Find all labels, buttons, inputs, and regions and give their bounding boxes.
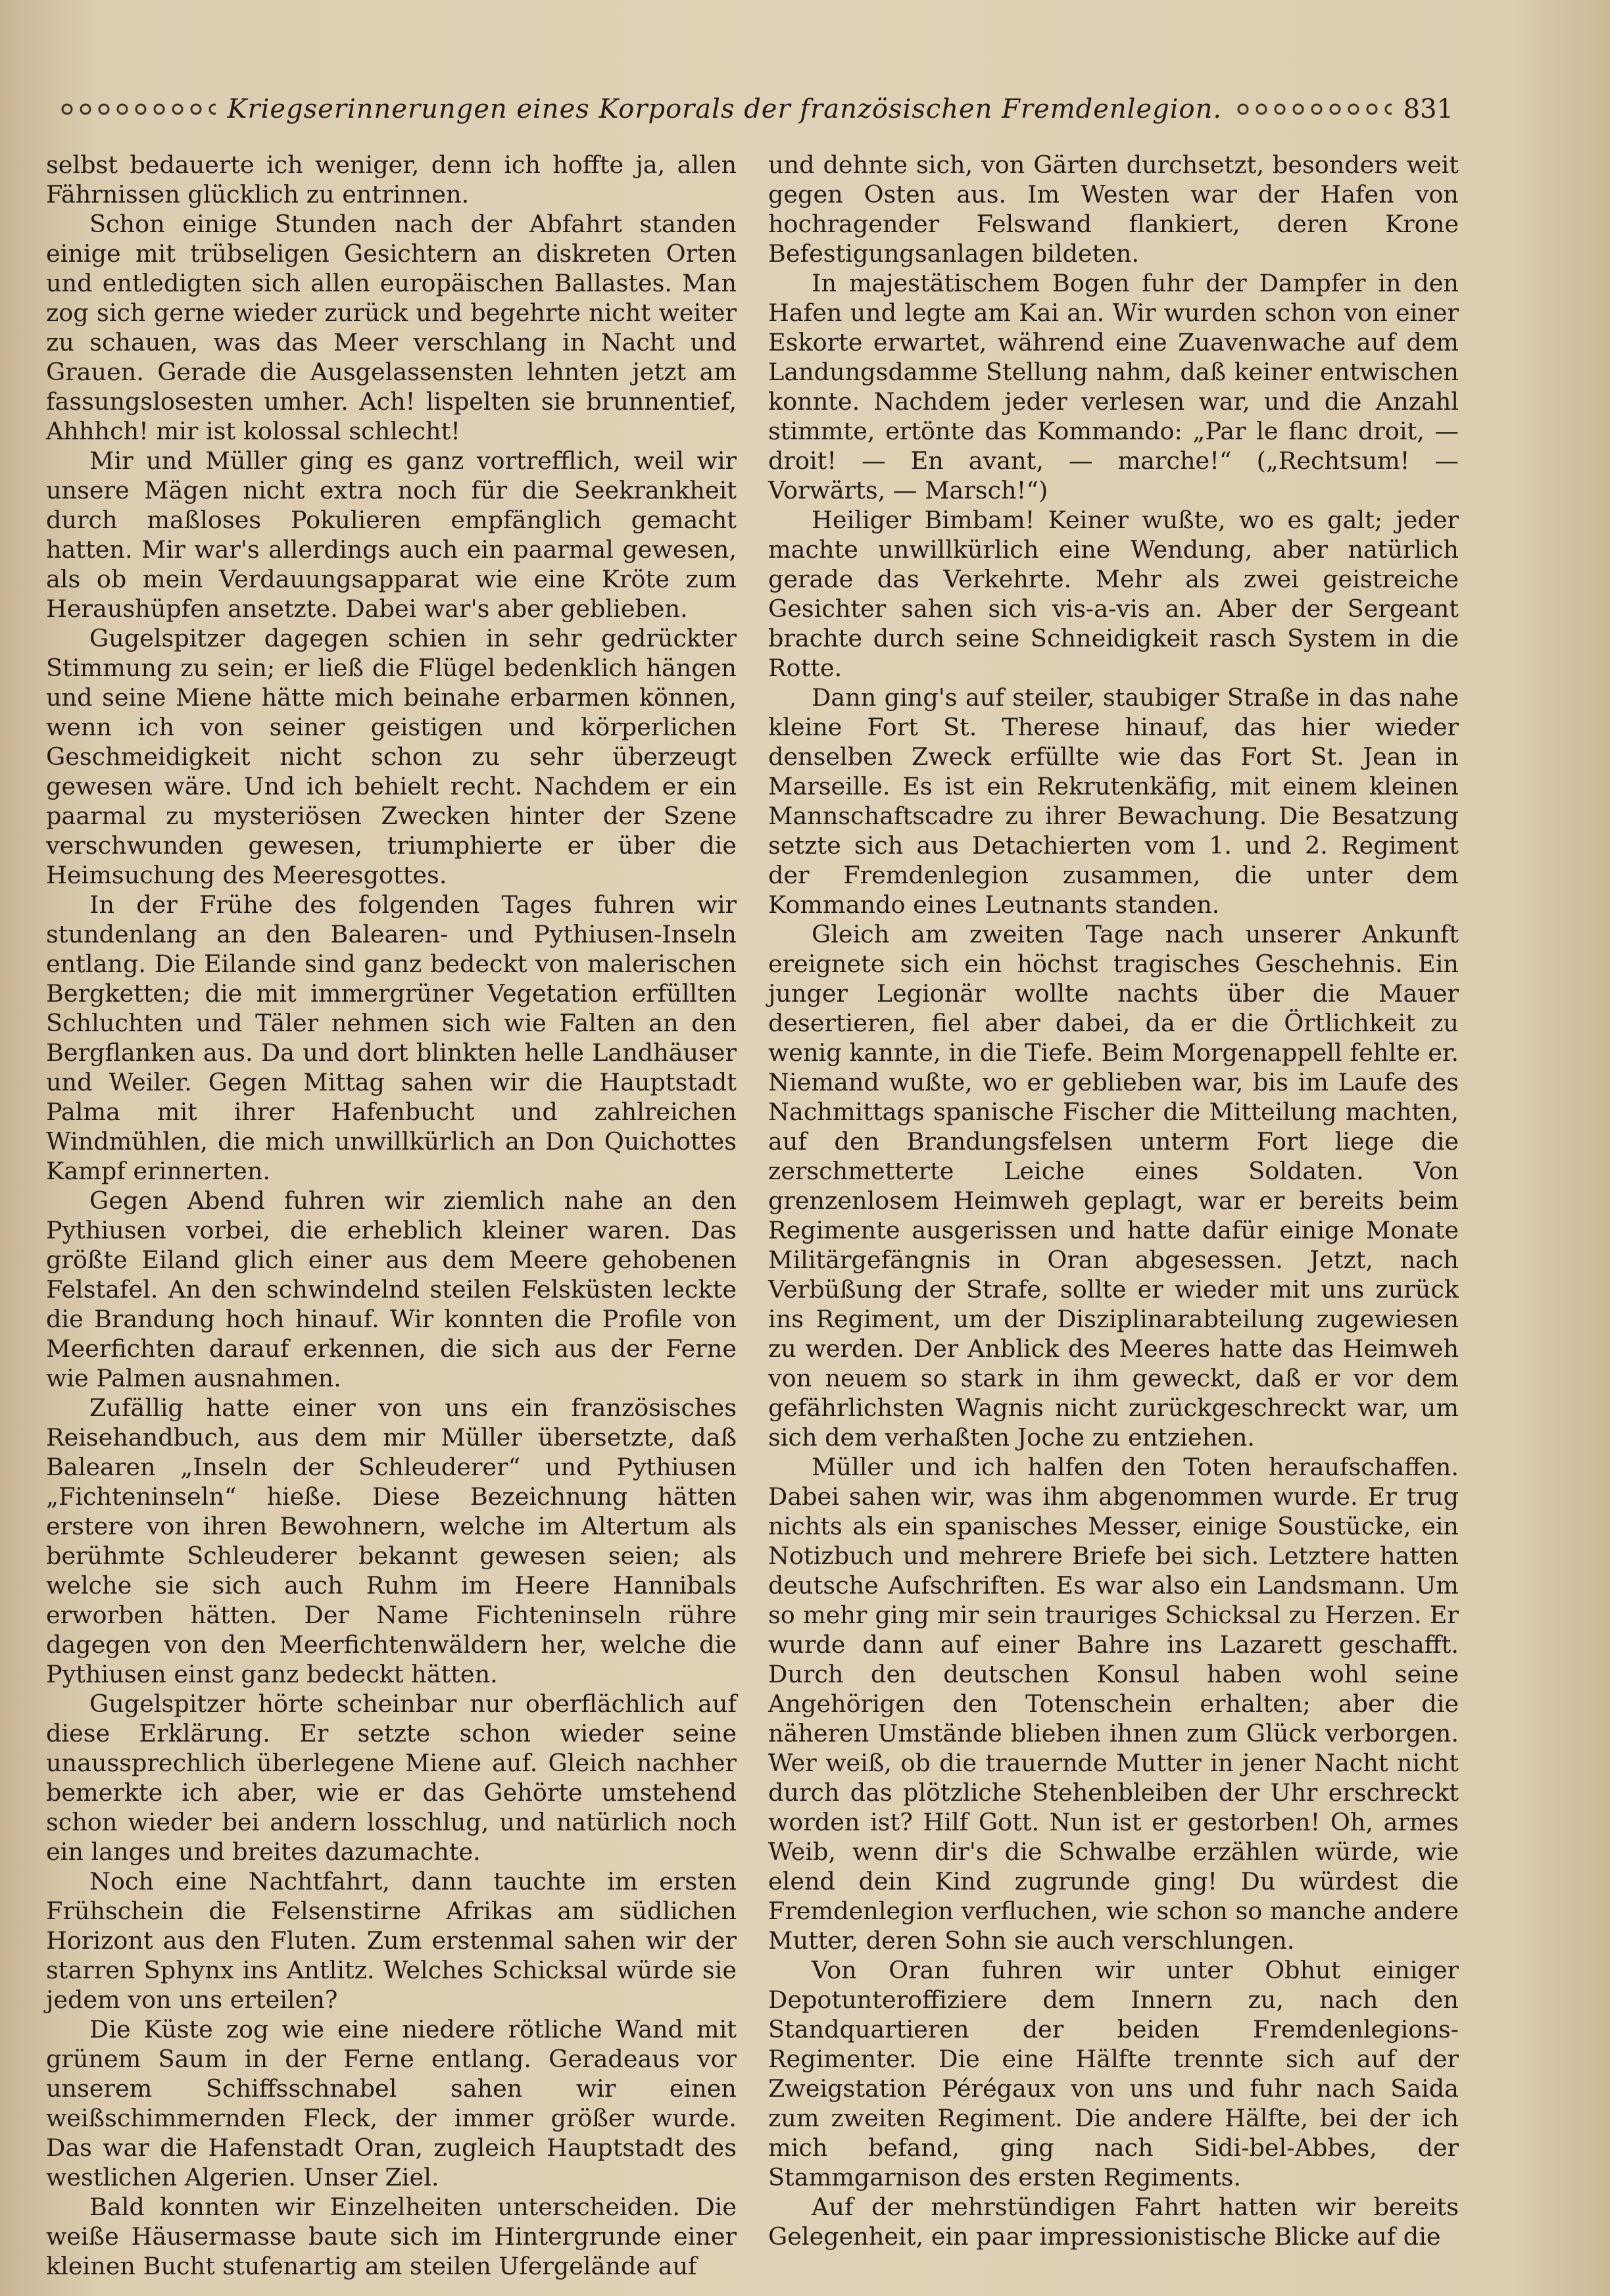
paragraph: Gugelspitzer dagegen schien in sehr gedrückter Stimmung zu sein; er ließ die Flügel bedenklich hängen und seine Miene hätte mich beinahe erbarmen können, wenn ich von seiner geistigen und körperlichen Geschmeidigkeit nicht schon zu sehr überzeugt gewesen wäre. Und ich behielt recht. Nachdem er ein paarmal zu mysteriösen Zwecken hinter der Szene verschwunden gewesen, triumphierte er über die Heimsuchung des Meeresgottes. xyxy=(46,624,737,889)
paragraph: selbst bedauerte ich weniger, denn ich hoffte ja, allen Fährnissen glücklich zu entrinnen. xyxy=(46,151,737,208)
page-number: 831 xyxy=(1403,94,1454,124)
paragraph: Auf der mehrstündigen Fahrt hatten wir bereits Gelegenheit, ein paar impressionistische Blicke auf die xyxy=(768,2193,1459,2251)
paragraph: Mir und Müller ging es ganz vortrefflich, weil wir unsere Mägen nicht extra noch für die Seekrankheit durch maßloses Pokulieren empfänglich gemacht hatten. Mir war's allerdings auch ein paarmal gewesen, als ob mein Verdauungsapparat wie eine Kröte zum Heraushüpfen ansetzte. Dabei war's aber geblieben. xyxy=(46,447,737,623)
paragraph: In majestätischem Bogen fuhr der Dampfer in den Hafen und legte am Kai an. Wir wurden schon von einer Eskorte erwartet, während eine Zuavenwache auf dem Landungsdamme Stellung nahm, daß keiner entwischen konnte. Nachdem jeder verlesen war, und die Anzahl stimmte, ertönte das Kommando: „Par le flanc droit, — droit! — En avant, — marche!“ („Rechtsum! — Vorwärts, — Marsch!“) xyxy=(768,269,1459,504)
paragraph: Dann ging's auf steiler, staubiger Straße in das nahe kleine Fort St. Therese hinauf, das hier wieder denselben Zweck erfüllte wie das Fort St. Jean in Marseille. Es ist ein Rekrutenkäfig, mit einem kleinen Mannschaftscadre zu ihrer Bewachung. Die Besatzung setzte sich aus Detachierten vom 1. und 2. Regiment der Fremdenlegion zusammen, die unter dem Kommando eines Leutnants standen. xyxy=(768,683,1459,919)
paragraph: Die Küste zog wie eine niedere rötliche Wand mit grünem Saum in der Ferne entlang. Geradeaus vor unserem Schiffsschnabel sahen wir einen weißschimmernden Fleck, der immer größer wurde. Das war die Hafenstadt Oran, zugleich Hauptstadt des westlichen Algerien. Unser Ziel. xyxy=(46,2015,737,2191)
paragraph: Gegen Abend fuhren wir ziemlich nahe an den Pythiusen vorbei, die erheblich kleiner waren. Das größte Eiland glich einer aus dem Meere gehobenen Felstafel. An den schwindelnd steilen Felsküsten leckte die Brandung hoch hinauf. Wir konnten die Profile von Meerfichten darauf erkennen, die sich aus der Ferne wie Palmen ausnahmen. xyxy=(46,1186,737,1392)
paragraph: Von Oran fuhren wir unter Obhut einiger Depotunteroffiziere dem Innern zu, nach den Standquartieren der beiden Fremdenlegions-Regimenter. Die eine Hälfte trennte sich auf der Zweigstation Pérégaux von uns und fuhr nach Saida zum zweiten Regiment. Die andere Hälfte, bei der ich mich befand, ging nach Sidi-bel-Abbes, der Stammgarnison des ersten Regiments. xyxy=(768,1956,1459,2191)
ornament-left xyxy=(58,102,216,116)
running-header xyxy=(46,89,1453,129)
paragraph: In der Frühe des folgenden Tages fuhren wir stundenlang an den Balearen- und Pythiusen-Inseln entlang. Die Eilande sind ganz bedeckt von malerischen Bergketten; die mit immergrüner Vegetation erfüllten Schluchten und Täler nehmen sich wie Falten an den Bergflanken aus. Da und dort blinkten helle Landhäuser und Weiler. Gegen Mittag sahen wir die Hauptstadt Palma mit ihrer Hafenbucht und zahlreichen Windmühlen, die mich unwillkürlich an Don Quichottes Kampf erinnerten. xyxy=(46,891,737,1185)
paragraph: Schon einige Stunden nach der Abfahrt standen einige mit trübseligen Gesichtern an diskreten Orten und entledigten sich allen europäischen Ballastes. Man zog sich gerne wieder zurück und begehrte nicht weiter zu schauen, was das Meer verschlang in Nacht und Grauen. Gerade die Ausgelassensten lehnten jetzt am fassungslosesten umher. Ach! lispelten sie brunnentief, Ahhhch! mir ist kolossal schlecht! xyxy=(46,210,737,445)
paragraph: Heiliger Bimbam! Keiner wußte, wo es galt; jeder machte unwillkürlich eine Wendung, aber natürlich gerade das Verkehrte. Mehr als zwei geistreiche Gesichter sahen sich vis-a-vis an. Aber der Sergeant brachte durch seine Schneidigkeit rasch System in die Rotte. xyxy=(768,506,1459,682)
ornament-right xyxy=(1234,102,1392,116)
left-column xyxy=(46,150,737,2281)
paragraph: Noch eine Nachtfahrt, dann tauchte im ersten Frühschein die Felsenstirne Afrikas am südlichen Horizont aus den Fluten. Zum erstenmal sahen wir der starren Sphynx ins Antlitz. Welches Schicksal würde sie jedem von uns erteilen? xyxy=(46,1867,737,2014)
paragraph: Bald konnten wir Einzelheiten unterscheiden. Die weiße Häusermasse baute sich im Hintergrunde einer kleinen Bucht stufenartig am steilen Ufergelände auf xyxy=(46,2193,737,2280)
header-title: Kriegserinnerungen eines Korporals der französischen Fremdenlegion. xyxy=(227,94,1223,124)
paragraph: Gleich am zweiten Tage nach unserer Ankunft ereignete sich ein höchst tragisches Geschehnis. Ein junger Legionär wollte nachts über die Mauer desertieren, fiel aber dabei, da er die Örtlichkeit zu wenig kannte, in die Tiefe. Beim Morgenappell fehlte er. Niemand wußte, wo er geblieben war, bis im Laufe des Nachmittags spanische Fischer die Mitteilung machten, auf den Brandungsfelsen unterm Fort liege die zerschmetterte Leiche eines Soldaten. Von grenzenlosem Heimweh geplagt, war er bereits beim Regimente ausgerissen und hatte dafür einige Monate Militärgefängnis in Oran abgesessen. Jetzt, nach Verbüßung der Strafe, sollte er wieder mit uns zurück ins Regiment, um der Disziplinarabteilung zugewiesen zu werden. Der Anblick des Meeres hatte das Heimweh von neuem so stark in ihm geweckt, daß er vor dem gefährlichsten Wagnis nicht zurückgeschreckt war, um sich dem verhaßten Joche zu entziehen. xyxy=(768,920,1459,1452)
paragraph: Gugelspitzer hörte scheinbar nur oberflächlich auf diese Erklärung. Er setzte schon wieder seine unaussprechlich überlegene Miene auf. Gleich nachher bemerkte ich aber, wie er das Gehörte umstehend schon wieder bei andern losschlug, und natürlich noch ein langes und breites dazumachte. xyxy=(46,1690,737,1866)
paragraph: Zufällig hatte einer von uns ein französisches Reisehandbuch, aus dem mir Müller übersetzte, daß Balearen „Inseln der Schleuderer“ und Pythiusen „Fichteninseln“ hieße. Diese Bezeichnung hätten erstere von ihren Bewohnern, welche im Altertum als berühmte Schleuderer bekannt gewesen seien; als welche sie sich auch Ruhm im Heere Hannibals erworben hätten. Der Name Fichteninseln rühre dagegen von den Meerfichtenwäldern her, welche die Pythiusen einst ganz bedeckt hätten. xyxy=(46,1394,737,1688)
paragraph: und dehnte sich, von Gärten durchsetzt, besonders weit gegen Osten aus. Im Westen war der Hafen von hochragender Felswand flankiert, deren Krone Befestigungsanlagen bildeten. xyxy=(768,151,1459,268)
paragraph: Müller und ich halfen den Toten heraufschaffen. Dabei sahen wir, was ihm abgenommen wurde. Er trug nichts als ein spanisches Messer, einige Soustücke, ein Notizbuch und mehrere Briefe bei sich. Letztere hatten deutsche Aufschriften. Es war also ein Landsmann. Um so mehr ging mir sein trauriges Schicksal zu Herzen. Er wurde dann auf einer Bahre ins Lazarett geschafft. Durch den deutschen Konsul haben wohl seine Angehörigen den Totenschein erhalten; aber die näheren Umstände blieben ihnen zum Glück verborgen. Wer weiß, ob die trauernde Mutter in jener Nacht nicht durch das plötzliche Stehenbleiben der Uhr erschreckt worden ist? Hilf Gott. Nun ist er gestorben! Oh, armes Weib, wenn dir's die Schwalbe erzählen würde, wie elend dein Kind zugrunde ging! Du würdest die Fremdenlegion verfluchen, wie schon so manche andere Mutter, deren Sohn sie auch verschlungen. xyxy=(768,1453,1459,1955)
right-column xyxy=(768,150,1459,2251)
